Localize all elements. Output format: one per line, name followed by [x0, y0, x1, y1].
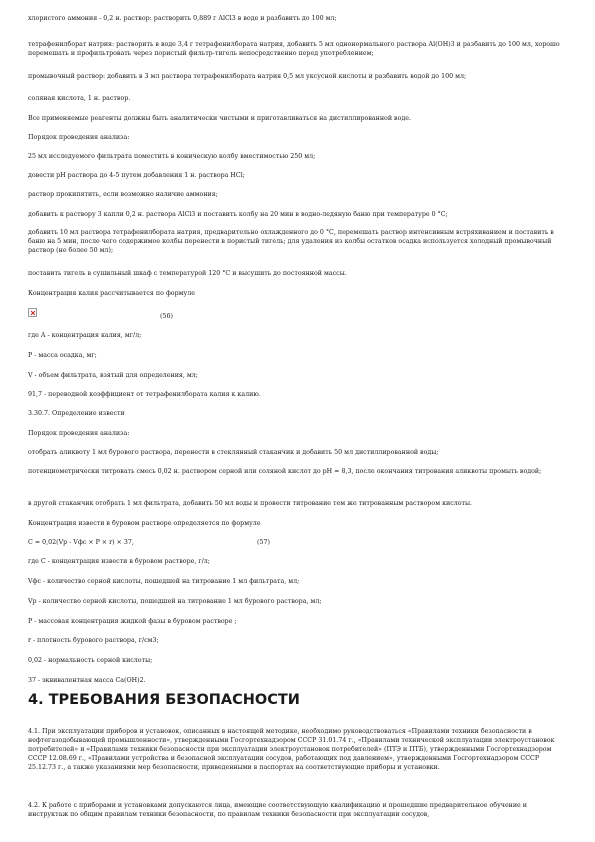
section-lime: 3.30.7. Определение извести	[28, 410, 125, 417]
section-heading-safety: 4. ТРЕБОВАНИЯ БЕЗОПАСНОСТИ	[28, 692, 300, 708]
def-p: P - масса осадка, мг;	[28, 352, 97, 359]
reagent-note: Все применяемые реагенты должны быть аналитически чистыми и приготавливаться на дистиллированной воде.	[28, 115, 411, 122]
def-equivalent: 37 - эквивалентная масса Ca(OH)2.	[28, 677, 146, 684]
def-p-liquid: P - массовая концентрация жидкой фазы в буровом растворе ;	[28, 618, 237, 625]
def-a: где A - концентрация калия, мг/л;	[28, 332, 142, 339]
reagent-tetraphenylborate: тетрафенилборат натрия: растворить в воде 3,4 г тетрафенилбората натрия, добавить 5 мл однонормального раствора Al(OH)3 и разбавить до 100 мл, хорошо перемешать и профильтровать через пористый фильтр-тигель непосредственно перед употреблением;	[28, 41, 560, 57]
def-coefficient: 91,7 - переводной коэффициент от тетрафенилбората калия к калию.	[28, 391, 261, 398]
formula-56-number: (56)	[160, 313, 173, 320]
reagent-hydrochloric-acid: соляная кислота, 1 н. раствор.	[28, 95, 131, 102]
step-titrate: потенциометрически титровать смесь 0,02 н. раствором серной или соляной кислот до pH = 8,3, после окончания титрования аликвоты промыть водой;	[28, 468, 542, 475]
potassium-formula-intro: Концентрация калия рассчитывается по формуле	[28, 290, 195, 297]
procedure-heading: Порядок проведения анализа:	[28, 134, 130, 141]
lime-formula-intro: Концентрация извести в буровом растворе определяется по формуле	[28, 520, 261, 527]
step-ph: довести pH раствора до 4-5 путем добавления 1 н. раствора HCl;	[28, 172, 245, 179]
safety-paragraph-2: 4.2. К работе с приборами и установками допускаются лица, имеющие соответствующую квалификацию и прошедшие предварительное обучение и инструктаж по общим правилам техники безопасности, по правилам техники безопасности при эксплуатации сосудов,	[28, 802, 527, 818]
step-boil: раствор прокипятить, если возможно наличие аммония;	[28, 191, 218, 198]
def-normality: 0,02 - нормальность серной кислоты;	[28, 657, 153, 664]
formula-56-image	[28, 308, 37, 317]
step-ice-bath: добавить к раствору 3 капли 0,2 н. раствора AlCl3 и поставить колбу на 20 мин в водно-ледяную баню при температуре 0 °С;	[28, 211, 448, 218]
def-vfs: Vфс - количество серной кислоты, пошедшей на титрование 1 мл фильтрата, мл;	[28, 578, 300, 585]
def-vr: Vр - количество серной кислоты, пошедшей на титрование 1 мл бурового раствора, мл;	[28, 598, 322, 605]
reagent-aluminium-chloride: хлористого аммония - 0,2 н. раствор: растворить 0,889 г AlCl3 в воде и разбавить до 100 мл;	[28, 15, 337, 22]
step-filtrate: в другой стаканчик отобрать 1 мл фильтрата, добавить 50 мл воды и провести титрование тем же титрованным раствором кислоты.	[28, 500, 473, 507]
broken-image-icon	[29, 309, 38, 318]
formula-57-number: (57)	[257, 539, 270, 546]
step-sample: 25 мл исследуемого фильтрата поместить в коническую колбу вместимостью 250 мл;	[28, 153, 316, 160]
formula-57: C = 0,02(Vр - Vфс × P × r) × 37,	[28, 539, 134, 546]
def-c: где C - концентрация извести в буровом растворе, г/л;	[28, 558, 210, 565]
step-precipitate: добавить 10 мл раствора тетрафенилбората натрия, предварительно охлажденного до 0 °С, перемешать раствор интенсивным встряхиванием и поставить в баню на 5 мин, после чего содержимое колбы перенести в пористый тигель; для удаления из колбы остатков осадка используется холодный промывочный раствор (не более 50 мл);	[28, 229, 554, 254]
step-dry: поставить тигель в сушильный шкаф с температурой 120 °С и высушить до постоянной массы.	[28, 270, 347, 277]
step-aliquot: отобрать аликвоту 1 мл бурового раствора, перенести в стеклянный стаканчик и добавить 50 мл дистиллированной воды;	[28, 449, 439, 456]
def-r: r - плотность бурового раствора, г/см3;	[28, 637, 159, 644]
def-v: V - объем фильтрата, взятый для определения, мл;	[28, 372, 198, 379]
safety-paragraph-1: 4.1. При эксплуатации приборов и установок, описанных в настоящей методике, необходимо руководствоваться «Правилами техники безопасности в нефтегазодобывающей промышленности», утвержденными Госгортехнадзором СССР 31.01.74 г., «Правилами технической эксплуатации электроустановок потребителей» и «Правилами техники безопасности при эксплуатации электроустановок потребителей» (ПТЭ и ПТБ), утвержденными Госгортехнадзором СССР 12.08.69 г., «Правилами устройства и безопасной эксплуатации сосудов, работающих под давлением», утвержденными Госгортехнадзором СССР 25.12.73 г., а также указаниями мер безопасности, приведенными в паспортах на соответствующие приборы и установки.	[28, 728, 555, 771]
reagent-wash-solution: промывочный раствор: добавить в 3 мл раствора тетрафенилбората натрия 0,5 мл уксусной кислоты и разбавить водой до 100 мл;	[28, 73, 467, 80]
procedure-heading-2: Порядок проведения анализа:	[28, 430, 130, 437]
